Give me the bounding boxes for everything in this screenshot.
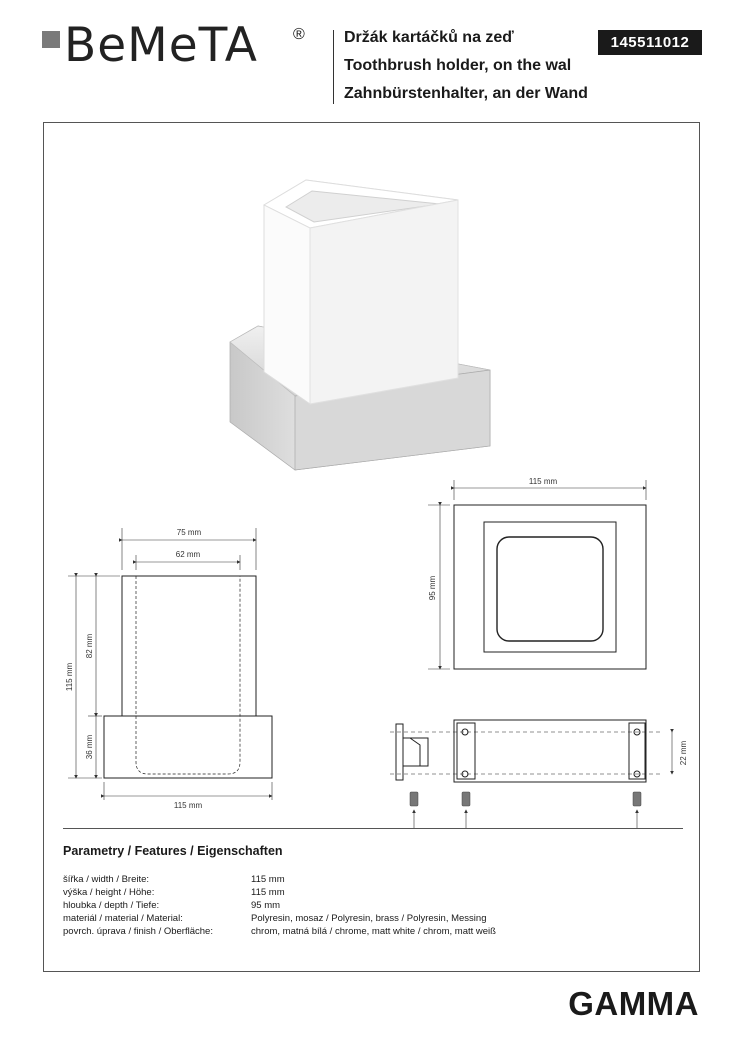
- dim-front-width-inner: 62 mm: [175, 550, 201, 559]
- product-code-badge: 145511012: [598, 30, 702, 55]
- spec-label: povrch. úprava / finish / Oberfläche:: [63, 926, 213, 937]
- product-title-en: Toothbrush holder, on the wal: [344, 57, 572, 74]
- spec-row: [63, 887, 285, 899]
- mounting-view: [390, 720, 660, 782]
- dim-base-height: 36 mm: [85, 734, 94, 760]
- front-view-dimensions: [68, 528, 272, 800]
- dim-base-width: 115 mm: [173, 801, 203, 810]
- spec-value: 115 mm: [251, 874, 285, 885]
- dim-mount-height: 22 mm: [679, 740, 688, 766]
- spec-value: Polyresin, mosaz / Polyresin, brass / Polyresin, Messing: [251, 913, 487, 924]
- dim-cup-height: 82 mm: [85, 633, 94, 659]
- mounting-dimensions: [414, 732, 672, 828]
- product-title-cs: Držák kartáčků na zeď: [344, 29, 514, 46]
- spec-divider: [63, 828, 683, 829]
- spec-value: 115 mm: [251, 887, 285, 898]
- series-name: GAMMA: [568, 985, 699, 1022]
- spec-row: [63, 926, 496, 938]
- product-photo: [230, 180, 490, 470]
- spec-value: 95 mm: [251, 900, 281, 911]
- screw-icons: [410, 792, 641, 806]
- top-view: [454, 505, 646, 669]
- spec-row: [63, 913, 486, 925]
- spec-heading: Parametry / Features / Eigenschaften: [63, 844, 283, 858]
- spec-label: šířka / width / Breite:: [63, 874, 150, 885]
- spec-row: [63, 900, 280, 912]
- dim-total-height: 115 mm: [65, 662, 74, 692]
- registered-mark: ®: [293, 26, 305, 43]
- front-view: [104, 576, 272, 778]
- spec-label: výška / height / Höhe:: [63, 887, 155, 898]
- dim-top-depth: 95 mm: [428, 575, 437, 601]
- spec-value: chrom, matná bílá / chrome, matt white / chrom, matt weiß: [251, 926, 496, 937]
- spec-label: hloubka / depth / Tiefe:: [63, 900, 160, 911]
- dim-front-width-outer: 75 mm: [176, 528, 202, 537]
- product-title-de: Zahnbürstenhalter, an der Wand: [344, 85, 588, 102]
- brand-logo: BeMeTA: [64, 18, 258, 73]
- spec-row: [63, 874, 285, 886]
- spec-label: materiál / material / Material:: [63, 913, 183, 924]
- dim-top-width: 115 mm: [528, 477, 558, 486]
